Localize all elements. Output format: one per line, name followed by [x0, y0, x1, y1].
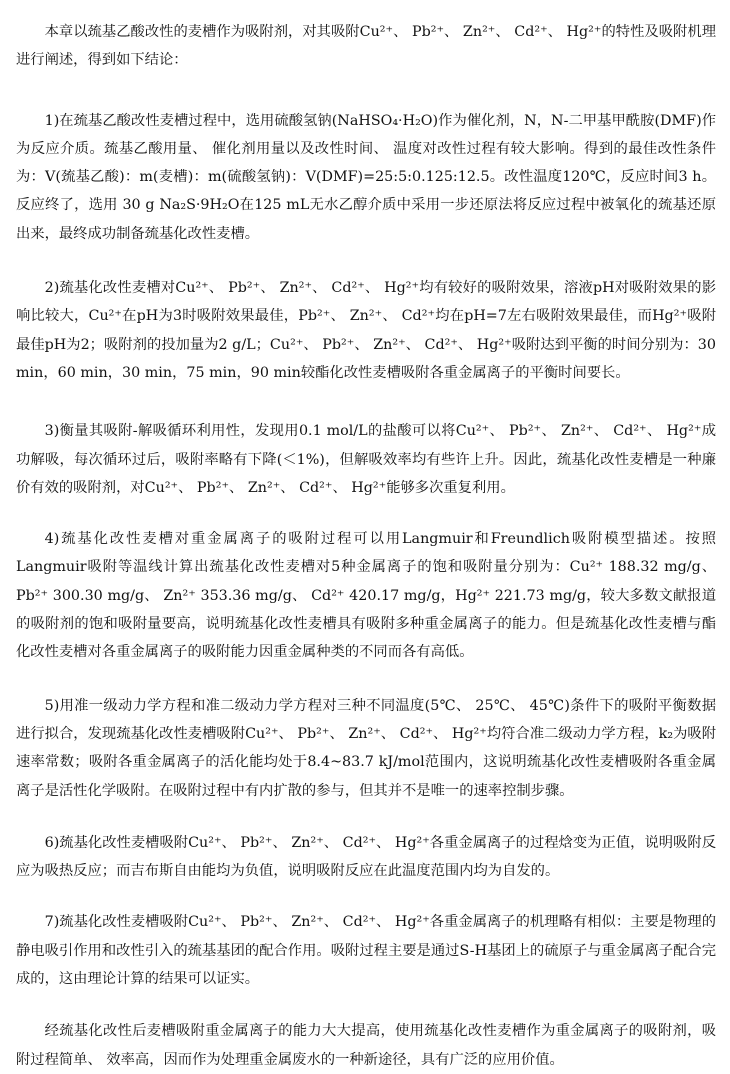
document-body — [16, 18, 721, 1074]
closing-paragraph: 经巯基化改性后麦槽吸附重金属离子的能力大大提高，使用巯基化改性麦槽作为重金属离子的吸附剂，吸附过程简单、 效率高，因而作为处理重金属废水的一种新途径，具有广泛的应用价值。 — [16, 1023, 716, 1068]
intro-paragraph: 本章以巯基乙酸改性的麦槽作为吸附剂，对其吸附Cu²⁺、 Pb²⁺、 Zn²⁺、 Cd²⁺、 Hg²⁺的特性及吸附机理进行阐述，得到如下结论： — [16, 24, 716, 69]
conclusion-7-paragraph: 7)巯基化改性麦槽吸附Cu²⁺、 Pb²⁺、 Zn²⁺、 Cd²⁺、 Hg²⁺各重金属离子的机理略有相似：主要是物理的静电吸引作用和改性引入的巯基基团的配合作用。吸附过程主要是通过S-H基团上的硫原子与重金属离子配合完成的，这由理论计算的结果可以证实。 — [16, 914, 716, 988]
conclusion-3-paragraph: 3)衡量其吸附-解吸循环利用性，发现用0.1 mol/L的盐酸可以将Cu²⁺、 Pb²⁺、 Zn²⁺、 Cd²⁺、 Hg²⁺成功解吸，每次循环过后，吸附率略有下降(＜1%)，但解吸效率均有些许上升。因此，巯基化改性麦槽是一种廉价有效的吸附剂，对Cu²⁺、 Pb²⁺、 Zn²⁺、 Cd²⁺、 Hg²⁺能够多次重复利用。 — [16, 423, 716, 496]
conclusion-4-paragraph: 4)巯基化改性麦槽对重金属离子的吸附过程可以用Langmuir和Freundlich吸附模型描述。按照Langmuir吸附等温线计算出巯基化改性麦槽对5种金属离子的饱和吸附量分别为：Cu²⁺ 188.32 mg/g、 Pb²⁺ 300.30 mg/g、 Zn²⁺ 353.36 mg/g、 Cd²⁺ 420.17 mg/g，Hg²⁺ 221.73 mg/g，较大多数文献报道的吸附剂的饱和吸附量要高，说明巯基化改性麦槽具有吸附多种重金属离子的能力。但是巯基化改性麦槽与酯化改性麦槽对各重金属离子的吸附能力因重金属种类的不同而各有高低。 — [16, 531, 721, 661]
conclusion-1-paragraph: 1)在巯基乙酸改性麦槽过程中，选用硫酸氢钠(NaHSO₄·H₂O)作为催化剂，N，N-二甲基甲酰胺(DMF)作为反应介质。巯基乙酸用量、 催化剂用量以及改性时间、 温度对改性过程有较大影响。得到的最佳改性条件为：V(巯基乙酸)：m(麦槽)：m(硫酸氢钠)：V(DMF)=25:5:0.125:12.5。改性温度120℃，反应时间3 h。反应终了，选用 30 g Na₂S·9H₂O在125 mL无水乙醇介质中采用一步还原法将反应过程中被氧化的巯基还原出来，最终成功制备巯基化改性麦槽。 — [16, 112, 716, 242]
conclusion-2-paragraph: 2)巯基化改性麦槽对Cu²⁺、 Pb²⁺、 Zn²⁺、 Cd²⁺、 Hg²⁺均有较好的吸附效果，溶液pH对吸附效果的影响比较大，Cu²⁺在pH为3时吸附效果最佳，Pb²⁺、 Zn²⁺、 Cd²⁺均在pH=7左右吸附效果最佳，而Hg²⁺吸附最佳pH为2；吸附剂的投加量为2 g/L；Cu²⁺、 Pb²⁺、 Zn²⁺、 Cd²⁺、 Hg²⁺吸附达到平衡的时间分别为：30 min，60 min，30 min，75 min，90 min较酯化改性麦槽吸附各重金属离子的平衡时间要长。 — [16, 280, 721, 381]
conclusion-5-paragraph: 5)用准一级动力学方程和准二级动力学方程对三种不同温度(5℃、 25℃、 45℃)条件下的吸附平衡数据进行拟合，发现巯基化改性麦槽吸附Cu²⁺、 Pb²⁺、 Zn²⁺、 Cd²⁺、 Hg²⁺均符合准二级动力学方程，k₂为吸附速率常数；吸附各重金属离子的活化能均处于8.4~83.7 kJ/mol范围内，这说明巯基化改性麦槽吸附各重金属离子是活性化学吸附。在吸附过程中有内扩散的参与，但其并不是唯一的速率控制步骤。 — [16, 697, 716, 799]
conclusion-6-paragraph: 6)巯基化改性麦槽吸附Cu²⁺、 Pb²⁺、 Zn²⁺、 Cd²⁺、 Hg²⁺各重金属离子的过程焓变为正值，说明吸附反应为吸热反应；而吉布斯自由能均为负值，说明吸附反应在此温度范围内均为自发的。 — [16, 834, 716, 880]
